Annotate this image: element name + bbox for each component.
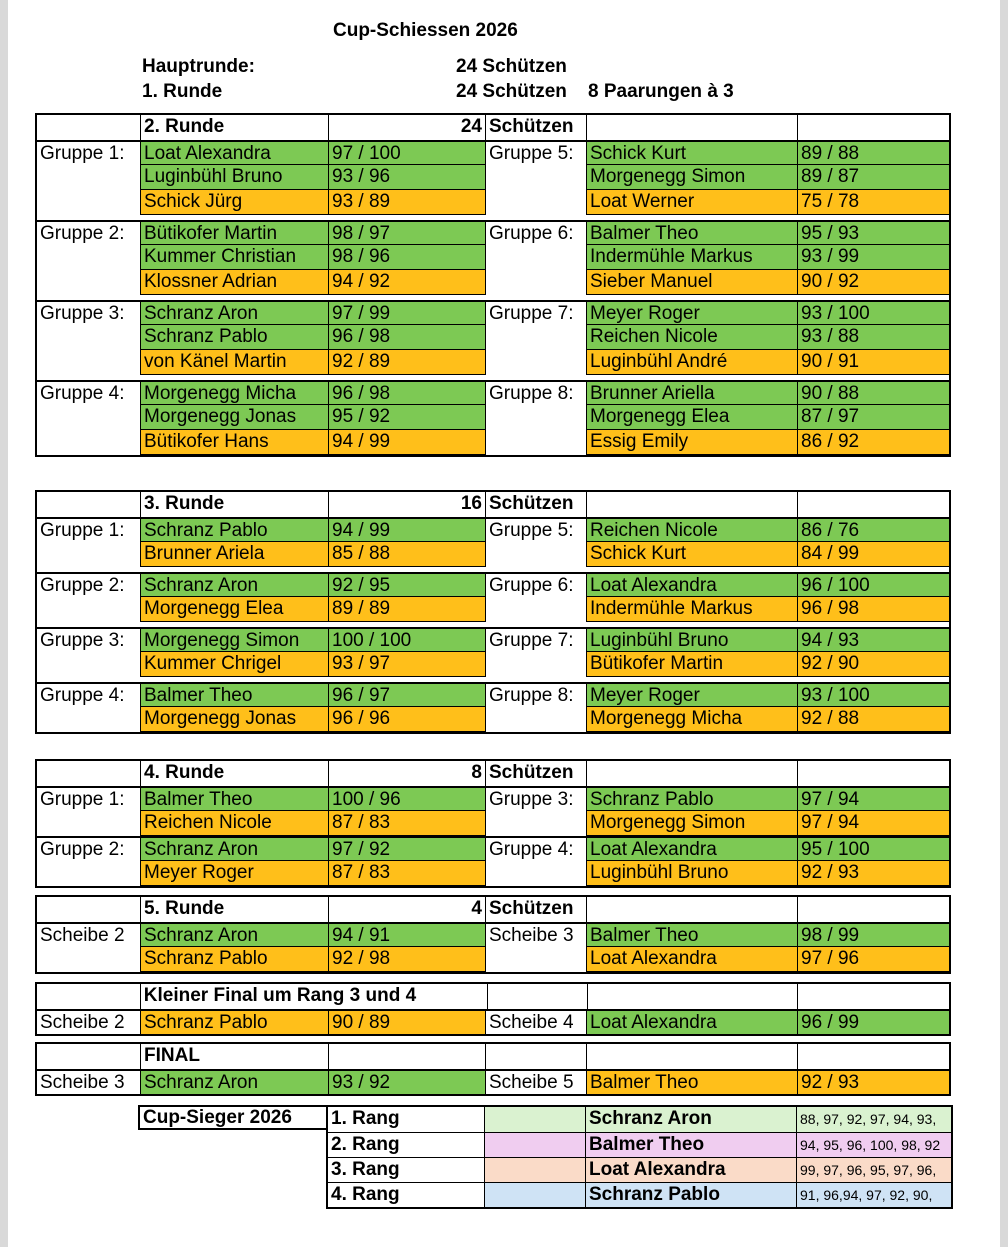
rank-color-cell: [485, 1158, 586, 1182]
shooter-name: Loat Werner: [587, 190, 798, 215]
group-label: Gruppe 2:: [37, 838, 141, 861]
header-blank: [798, 897, 949, 922]
header-blank: [37, 897, 141, 922]
group-label: Gruppe 5:: [486, 142, 587, 165]
shooter-name: Morgenegg Jonas: [141, 405, 329, 430]
shooter-name: Schick Jürg: [141, 190, 329, 215]
shooter-score: 93 / 97: [329, 652, 486, 677]
shooter-score: 94 / 91: [329, 924, 486, 947]
group-label-blank: [37, 270, 141, 295]
shooter-name: Schick Kurt: [587, 142, 798, 165]
header-blank: [798, 761, 949, 786]
shooter-score: 97 / 94: [798, 788, 949, 811]
kleiner-final-right-score: 96 / 99: [798, 1011, 949, 1034]
group-label-blank: [486, 245, 587, 270]
rank-scores: 99, 97, 96, 95, 97, 96,: [797, 1158, 951, 1182]
shooter-name: Morgenegg Elea: [587, 405, 798, 430]
shooter-name: Balmer Theo: [141, 788, 329, 811]
shooter-score: 96 / 98: [798, 597, 949, 622]
rank-scores: 94, 95, 96, 100, 98, 92: [797, 1133, 951, 1157]
round-shooter-count: 24: [329, 115, 486, 140]
group-label: Scheibe 2: [37, 924, 141, 947]
round-label: 4. Runde: [141, 761, 329, 786]
shooter-name: Meyer Roger: [587, 684, 798, 707]
round-shooter-count: 4: [329, 897, 486, 922]
round-shooter-count: 16: [329, 492, 486, 517]
rank-name: Schranz Aron: [586, 1107, 797, 1132]
final-right-score: 92 / 93: [798, 1071, 949, 1094]
shooter-name: Bütikofer Martin: [141, 222, 329, 245]
shooter-name: Balmer Theo: [587, 924, 798, 947]
shooter-score: 94 / 99: [329, 519, 486, 542]
shooter-name: Klossner Adrian: [141, 270, 329, 295]
group-label-blank: [37, 707, 141, 732]
shooter-name: Loat Alexandra: [141, 142, 329, 165]
shooter-name: Loat Alexandra: [587, 574, 798, 597]
shooter-score: 85 / 88: [329, 542, 486, 567]
shooter-name: Schranz Pablo: [141, 519, 329, 542]
shooter-score: 92 / 93: [798, 861, 949, 886]
shooter-score: 100 / 100: [329, 629, 486, 652]
group-label-blank: [37, 430, 141, 455]
round-3-table: [35, 490, 951, 734]
shooter-name: Loat Alexandra: [587, 838, 798, 861]
shooter-name: Reichen Nicole: [141, 811, 329, 836]
shooter-name: Kummer Chrigel: [141, 652, 329, 677]
round-label: 5. Runde: [141, 897, 329, 922]
shooter-name: Schranz Aron: [141, 302, 329, 325]
shooter-name: Morgenegg Micha: [141, 382, 329, 405]
shooter-name: Schranz Pablo: [587, 788, 798, 811]
shooter-score: 97 / 99: [329, 302, 486, 325]
shooter-name: Luginbühl André: [587, 350, 798, 375]
shooter-name: Balmer Theo: [587, 222, 798, 245]
shooter-name: Brunner Ariela: [141, 542, 329, 567]
group-label-blank: [37, 542, 141, 567]
shooter-score: 92 / 95: [329, 574, 486, 597]
shooter-score: 98 / 96: [329, 245, 486, 270]
rank-color-cell: [485, 1183, 586, 1207]
shooter-name: von Känel Martin: [141, 350, 329, 375]
group-label: Gruppe 3:: [37, 302, 141, 325]
shooter-name: Schranz Aron: [141, 838, 329, 861]
kleiner-final-left-scheibe: Scheibe 2: [37, 1011, 141, 1034]
group-label-blank: [37, 190, 141, 215]
shooter-score: 90 / 92: [798, 270, 949, 295]
group-label: Gruppe 4:: [37, 684, 141, 707]
group-label-blank: [486, 947, 587, 972]
rank-color-cell: [485, 1133, 586, 1157]
kleiner-final-label: Kleiner Final um Rang 3 und 4: [143, 985, 417, 1006]
group-label: Gruppe 5:: [486, 519, 587, 542]
shooter-score: 96 / 96: [329, 707, 486, 732]
shooter-score: 96 / 98: [329, 382, 486, 405]
group-label-blank: [37, 811, 141, 836]
group-label: Gruppe 4:: [37, 382, 141, 405]
final-right-scheibe: Scheibe 5: [486, 1071, 587, 1094]
group-label: Gruppe 3:: [486, 788, 587, 811]
group-label: Gruppe 1:: [37, 142, 141, 165]
group-label: Gruppe 8:: [486, 382, 587, 405]
rank-label: 3. Rang: [328, 1158, 485, 1182]
kleiner-final-right-scheibe: Scheibe 4: [486, 1011, 587, 1034]
header-blank: [37, 492, 141, 517]
rank-name: Balmer Theo: [586, 1133, 797, 1157]
group-label: Gruppe 2:: [37, 222, 141, 245]
shooter-name: Meyer Roger: [141, 861, 329, 886]
group-label-blank: [486, 430, 587, 455]
group-label-blank: [486, 861, 587, 886]
round-2-table: [35, 113, 951, 457]
runde1-label: 1. Runde: [142, 81, 223, 102]
group-label: Gruppe 4:: [486, 838, 587, 861]
shooter-name: Brunner Ariella: [587, 382, 798, 405]
shooter-score: 84 / 99: [798, 542, 949, 567]
shooter-name: Reichen Nicole: [587, 519, 798, 542]
group-label-blank: [37, 597, 141, 622]
shooter-score: 89 / 88: [798, 142, 949, 165]
shooter-score: 92 / 90: [798, 652, 949, 677]
shooter-score: 90 / 91: [798, 350, 949, 375]
kleiner-final-left-shooter: Schranz Pablo: [141, 1011, 329, 1034]
shooter-score: 96 / 100: [798, 574, 949, 597]
shooter-score: 87 / 83: [329, 811, 486, 836]
header-blank: [37, 115, 141, 140]
shooter-score: 89 / 87: [798, 165, 949, 190]
shooter-score: 86 / 92: [798, 430, 949, 455]
rank-color-cell: [485, 1107, 586, 1132]
shooter-name: Luginbühl Bruno: [141, 165, 329, 190]
rank-name: Schranz Pablo: [586, 1183, 797, 1207]
shooter-name: Meyer Roger: [587, 302, 798, 325]
shooter-name: Schranz Pablo: [141, 325, 329, 350]
group-label-blank: [486, 811, 587, 836]
rank-scores: 91, 96,94, 97, 92, 90,: [797, 1183, 951, 1207]
round-shooter-unit: Schützen: [486, 897, 587, 922]
shooter-name: Morgenegg Simon: [141, 629, 329, 652]
group-label-blank: [37, 947, 141, 972]
round-label: 3. Runde: [141, 492, 329, 517]
shooter-name: Kummer Christian: [141, 245, 329, 270]
group-label-blank: [486, 325, 587, 350]
header-blank: [587, 115, 798, 140]
shooter-name: Morgenegg Simon: [587, 811, 798, 836]
runde1-pairs: 8 Paarungen à 3: [588, 81, 734, 102]
shooter-name: Indermühle Markus: [587, 245, 798, 270]
shooter-name: Sieber Manuel: [587, 270, 798, 295]
shooter-name: Morgenegg Jonas: [141, 707, 329, 732]
round-4-table: [35, 759, 951, 888]
hauptrunde-label: Hauptrunde:: [142, 56, 255, 77]
shooter-name: Bütikofer Hans: [141, 430, 329, 455]
shooter-name: Reichen Nicole: [587, 325, 798, 350]
group-label-blank: [37, 861, 141, 886]
hauptrunde-info: 24 Schützen: [456, 56, 567, 77]
shooter-score: 93 / 96: [329, 165, 486, 190]
group-label-blank: [486, 542, 587, 567]
shooter-score: 95 / 92: [329, 405, 486, 430]
runde1-info: 24 Schützen: [456, 81, 567, 102]
shooter-name: Luginbühl Bruno: [587, 629, 798, 652]
group-label: Gruppe 2:: [37, 574, 141, 597]
shooter-score: 86 / 76: [798, 519, 949, 542]
round-shooter-unit: Schützen: [486, 492, 587, 517]
shooter-name: Balmer Theo: [141, 684, 329, 707]
group-label: Gruppe 3:: [37, 629, 141, 652]
final-left-shooter: Schranz Aron: [141, 1071, 329, 1094]
page-edge-right: [1000, 0, 1008, 1247]
group-label: Gruppe 7:: [486, 629, 587, 652]
shooter-name: Schranz Pablo: [141, 947, 329, 972]
header-blank: [37, 761, 141, 786]
shooter-score: 100 / 96: [329, 788, 486, 811]
shooter-score: 92 / 88: [798, 707, 949, 732]
shooter-name: Schick Kurt: [587, 542, 798, 567]
shooter-score: 98 / 99: [798, 924, 949, 947]
group-label-blank: [486, 270, 587, 295]
shooter-score: 94 / 99: [329, 430, 486, 455]
shooter-score: 92 / 98: [329, 947, 486, 972]
final-left-score: 93 / 92: [329, 1071, 486, 1094]
shooter-score: 93 / 99: [798, 245, 949, 270]
rank-label: 2. Rang: [328, 1133, 485, 1157]
kleiner-final-right-shooter: Loat Alexandra: [587, 1011, 798, 1034]
group-label: Gruppe 8:: [486, 684, 587, 707]
group-label-blank: [37, 325, 141, 350]
shooter-score: 97 / 100: [329, 142, 486, 165]
page-title: Cup-Schiessen 2026: [333, 20, 518, 41]
shooter-score: 93 / 100: [798, 684, 949, 707]
shooter-score: 92 / 89: [329, 350, 486, 375]
cup-sieger-label: Cup-Sieger 2026: [138, 1105, 328, 1130]
group-label-blank: [486, 707, 587, 732]
shooter-score: 98 / 97: [329, 222, 486, 245]
group-label-blank: [486, 597, 587, 622]
shooter-score: 93 / 88: [798, 325, 949, 350]
header-blank: [587, 761, 798, 786]
group-label-blank: [37, 165, 141, 190]
round-label: 2. Runde: [141, 115, 329, 140]
shooter-name: Morgenegg Micha: [587, 707, 798, 732]
shooter-name: Essig Emily: [587, 430, 798, 455]
header-blank: [798, 115, 949, 140]
rank-label: 4. Rang: [328, 1183, 485, 1207]
final-left-scheibe: Scheibe 3: [37, 1071, 141, 1094]
shooter-score: 93 / 89: [329, 190, 486, 215]
round-5-table: [35, 895, 951, 974]
shooter-score: 87 / 97: [798, 405, 949, 430]
final-table: [35, 1042, 951, 1096]
round-shooter-unit: Schützen: [486, 761, 587, 786]
group-label: Gruppe 6:: [486, 222, 587, 245]
shooter-score: 90 / 88: [798, 382, 949, 405]
shooter-score: 97 / 92: [329, 838, 486, 861]
shooter-score: 87 / 83: [329, 861, 486, 886]
group-label-blank: [486, 652, 587, 677]
shooter-name: Morgenegg Elea: [141, 597, 329, 622]
shooter-name: Loat Alexandra: [587, 947, 798, 972]
group-label-blank: [486, 405, 587, 430]
rank-name: Loat Alexandra: [586, 1158, 797, 1182]
shooter-name: Bütikofer Martin: [587, 652, 798, 677]
header-blank: [798, 492, 949, 517]
group-label: Gruppe 1:: [37, 519, 141, 542]
shooter-name: Luginbühl Bruno: [587, 861, 798, 886]
group-label-blank: [37, 405, 141, 430]
group-label-blank: [37, 245, 141, 270]
shooter-score: 96 / 97: [329, 684, 486, 707]
shooter-score: 96 / 98: [329, 325, 486, 350]
group-label: Gruppe 6:: [486, 574, 587, 597]
group-label-blank: [37, 652, 141, 677]
group-label-blank: [486, 350, 587, 375]
shooter-score: 95 / 100: [798, 838, 949, 861]
shooter-score: 75 / 78: [798, 190, 949, 215]
shooter-name: Morgenegg Simon: [587, 165, 798, 190]
shooter-score: 97 / 96: [798, 947, 949, 972]
round-shooter-unit: Schützen: [486, 115, 587, 140]
rank-label: 1. Rang: [328, 1107, 485, 1132]
shooter-score: 94 / 93: [798, 629, 949, 652]
group-label-blank: [486, 190, 587, 215]
shooter-score: 89 / 89: [329, 597, 486, 622]
final-right-shooter: Balmer Theo: [587, 1071, 798, 1094]
kleiner-final-table: [35, 982, 951, 1036]
kleiner-final-left-score: 90 / 89: [329, 1011, 486, 1034]
group-label: Gruppe 1:: [37, 788, 141, 811]
shooter-score: 93 / 100: [798, 302, 949, 325]
group-label: Scheibe 3: [486, 924, 587, 947]
group-label: Gruppe 7:: [486, 302, 587, 325]
final-label: FINAL: [141, 1044, 329, 1069]
shooter-name: Indermühle Markus: [587, 597, 798, 622]
shooter-score: 97 / 94: [798, 811, 949, 836]
group-label-blank: [37, 350, 141, 375]
page-edge-left: [0, 0, 8, 1247]
shooter-name: Schranz Aron: [141, 574, 329, 597]
header-blank: [587, 492, 798, 517]
shooter-score: 94 / 92: [329, 270, 486, 295]
shooter-name: Schranz Aron: [141, 924, 329, 947]
header-blank: [587, 897, 798, 922]
shooter-score: 95 / 93: [798, 222, 949, 245]
group-label-blank: [486, 165, 587, 190]
round-shooter-count: 8: [329, 761, 486, 786]
rank-scores: 88, 97, 92, 97, 94, 93,: [797, 1107, 951, 1132]
